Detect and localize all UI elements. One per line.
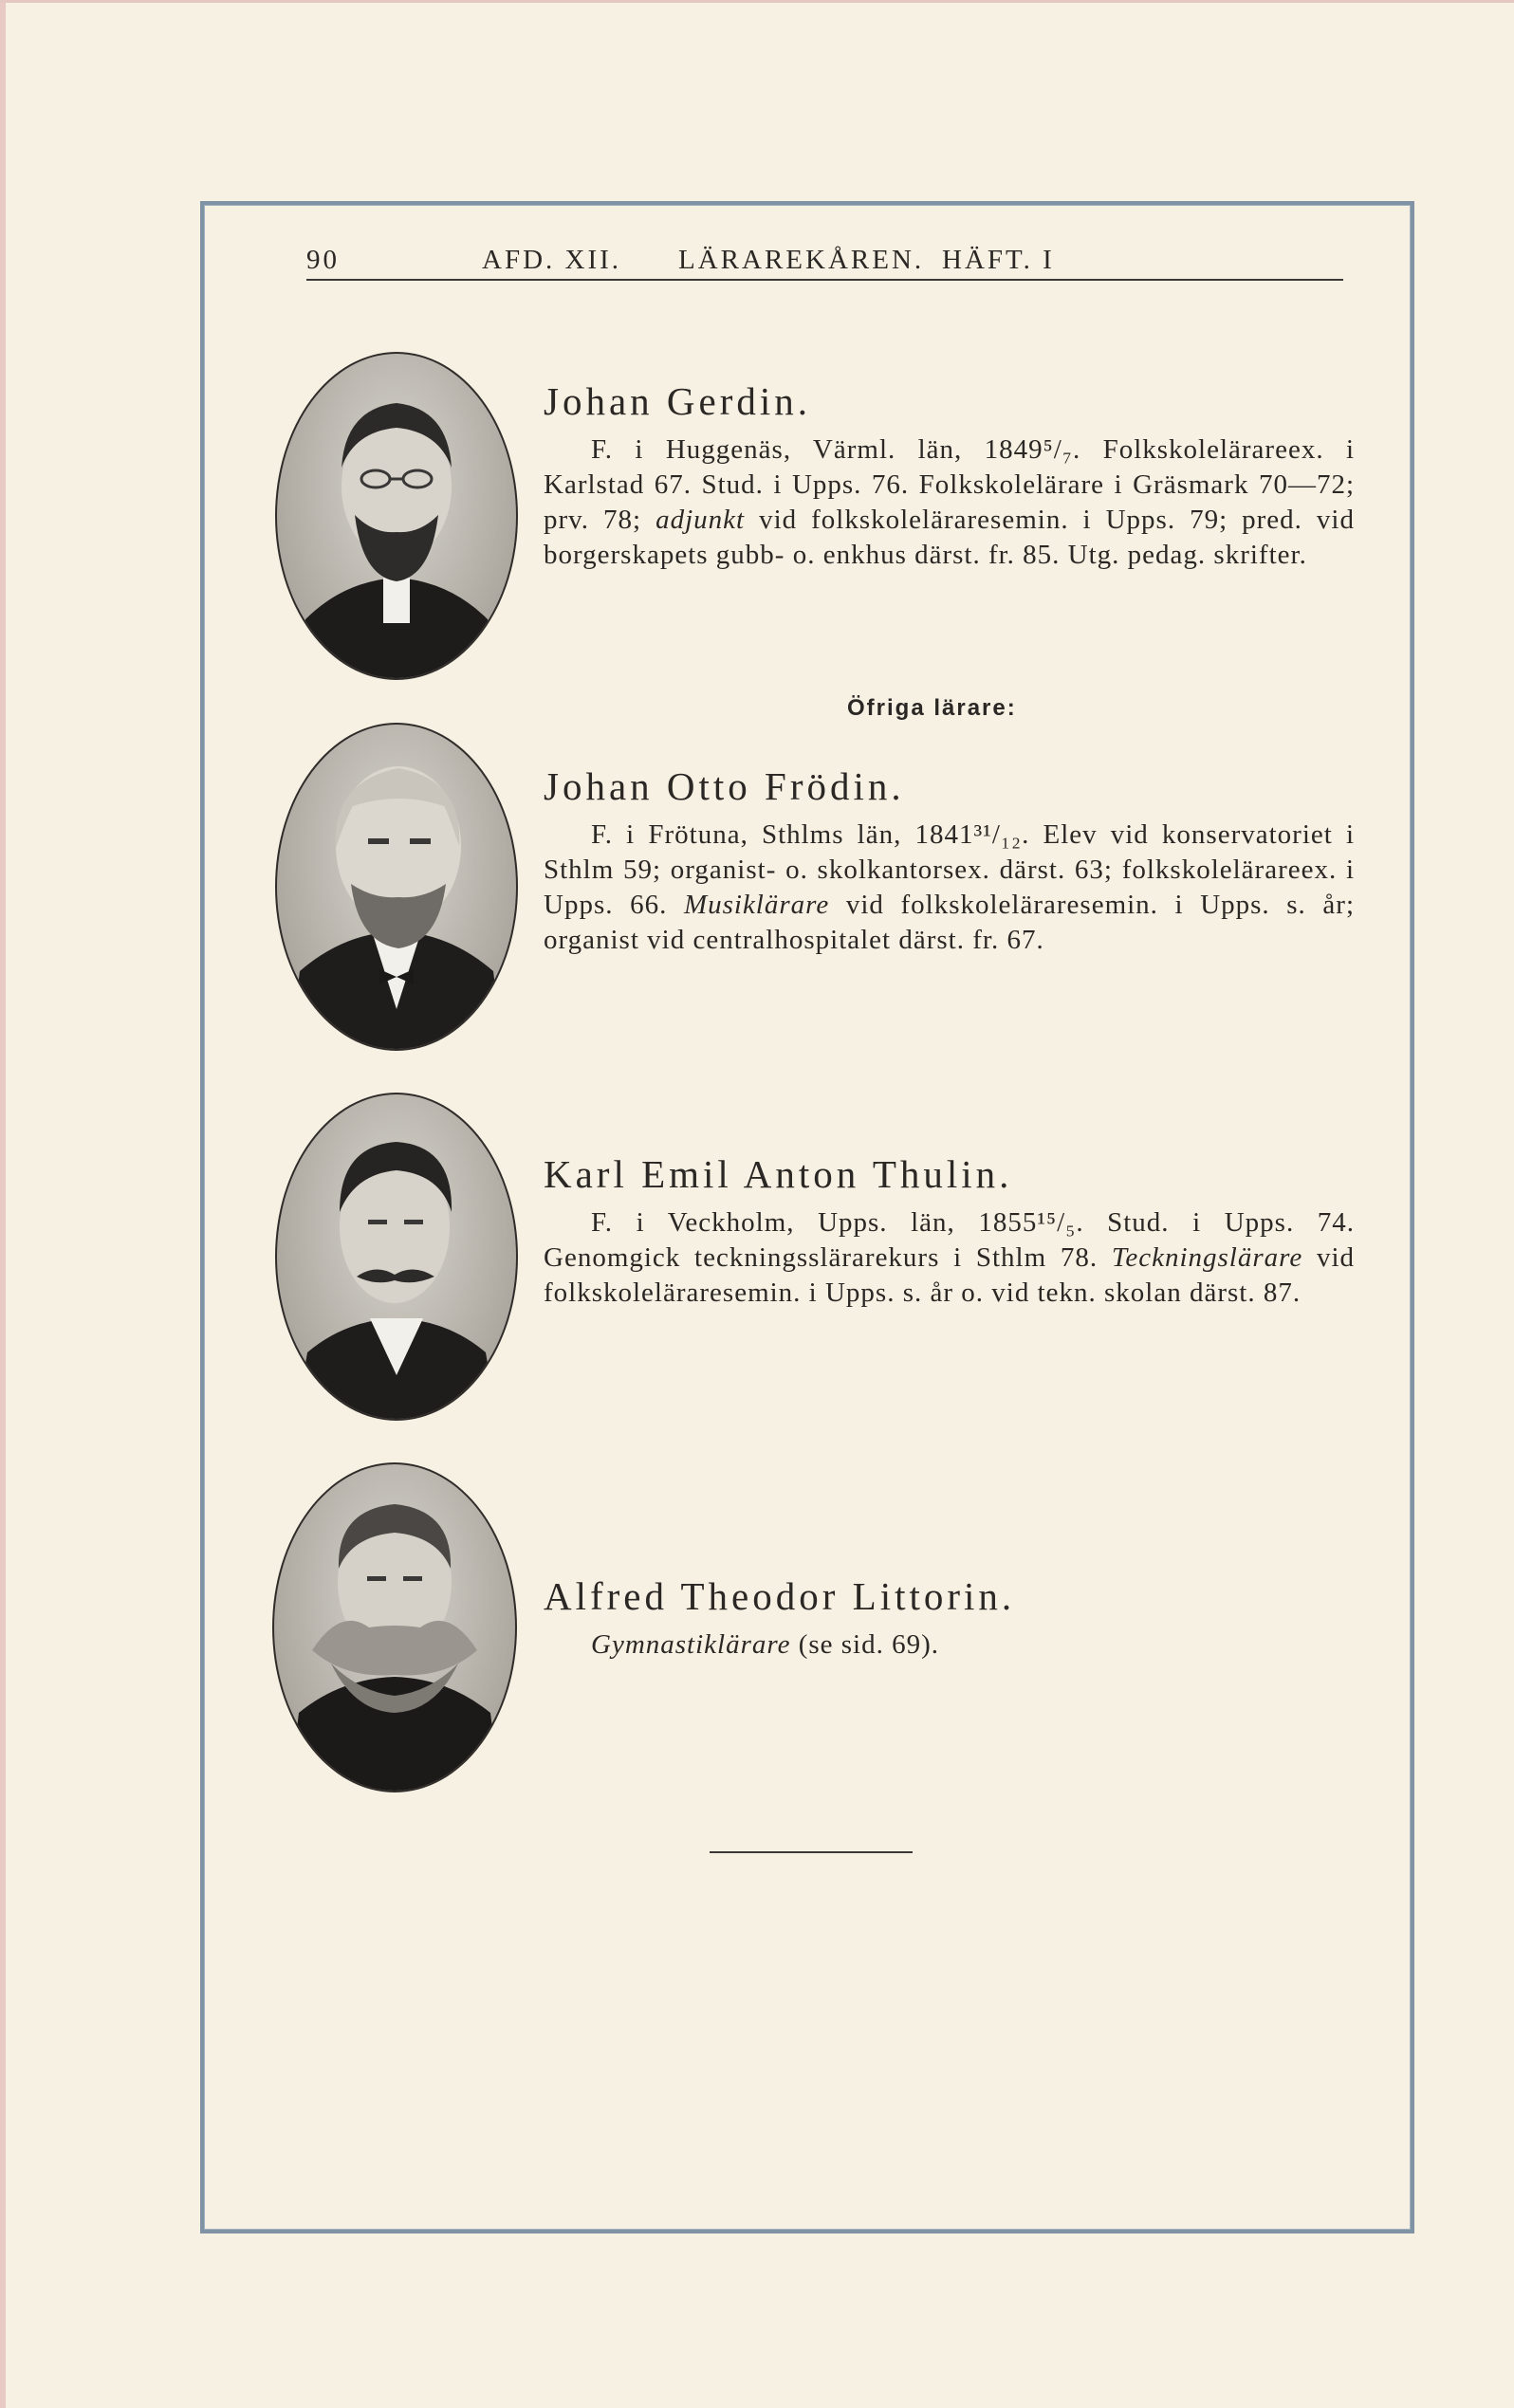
bio-text: F. i Veckholm, Upps. län, 1855¹⁵/₅. Stud. i Upps. 74. Genomgick teckningsslärarekurs i Sthlm 78.	[544, 1207, 1355, 1273]
person-bio	[544, 432, 1355, 573]
portrait-alfred-theodor-littorin	[272, 1462, 517, 1792]
portrait-photo	[274, 1464, 515, 1791]
page-number: 90	[306, 245, 340, 275]
header-title: LÄRAREKÅREN.	[678, 245, 925, 275]
header-section: AFD. XII.	[482, 245, 622, 275]
portrait-johan-otto-frodin	[275, 723, 518, 1051]
bio-text: F. i Frötuna, Sthlms län, 1841³¹/₁₂. Elev vid konservatoriet i Sthlm 59; organist- o. skolkantorsex. därst. 63; folkskolelärareex. i Upps. 66.	[544, 819, 1355, 920]
portrait-johan-gerdin	[275, 352, 518, 680]
portrait-karl-emil-anton-thulin	[275, 1093, 518, 1421]
end-rule	[710, 1851, 913, 1853]
bio-text-end: vid folkskoleläraresemin. i Upps. s. år o. vid tekn. skolan därst. 87.	[544, 1242, 1355, 1308]
entry-johan-gerdin	[544, 379, 1355, 573]
person-bio	[544, 818, 1355, 958]
person-name: Johan Gerdin.	[544, 379, 812, 423]
bio-text: F. i Huggenäs, Värml. län, 1849⁵/₇. Folkskolelärareex. i Karlstad 67. Stud. i Upps. 76. Folkskolelärare i Gräsmark 70—72; prv. 78;	[544, 434, 1355, 535]
bio-role: Teckningslärare	[1111, 1242, 1303, 1273]
portrait-photo	[277, 725, 516, 1049]
person-name: Johan Otto Frödin.	[544, 764, 905, 808]
bio-text-end: (se sid. 69).	[790, 1629, 940, 1660]
portrait-photo	[277, 354, 516, 678]
header-issue: HÄFT. I	[942, 245, 1055, 275]
bio-role: Gymnastiklärare	[591, 1629, 791, 1660]
bio-text-end: vid folkskoleläraresemin. i Upps. 79; pred. vid borgerskapets gubb- o. enkhus därst. fr. 85. Utg. pedag. skrifter.	[544, 505, 1355, 570]
bio-role: Musiklärare	[683, 890, 830, 920]
running-head	[306, 239, 1343, 281]
paper-top-edge	[0, 0, 1514, 3]
paper-edge	[0, 0, 6, 2408]
person-bio	[544, 1205, 1355, 1311]
bio-role: adjunkt	[655, 505, 746, 535]
entry-karl-emil-anton-thulin	[544, 1152, 1355, 1311]
portrait-photo	[277, 1094, 516, 1419]
person-name: Karl Emil Anton Thulin.	[544, 1152, 1013, 1196]
entry-johan-otto-frodin	[544, 764, 1355, 958]
person-name: Alfred Theodor Littorin.	[544, 1574, 1016, 1618]
entry-alfred-theodor-littorin	[544, 1574, 1355, 1663]
bio-text-end: vid folkskoleläraresemin. i Upps. s. år; organist vid centralhospitalet därst. fr. 67.	[544, 890, 1355, 955]
section-label: Öfriga lärare:	[847, 695, 1017, 721]
person-bio	[544, 1627, 1355, 1663]
